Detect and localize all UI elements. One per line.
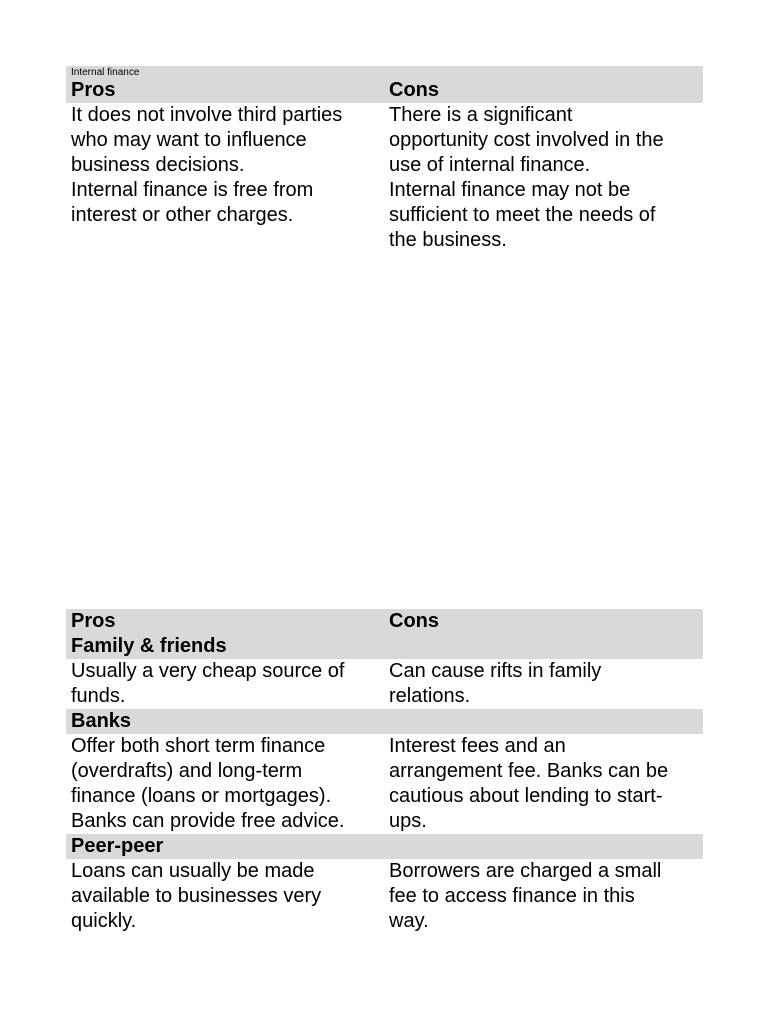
external-finance-table	[66, 609, 703, 934]
text-line: who may want to influence	[71, 129, 307, 151]
section-heading-row-peer-peer	[66, 834, 703, 859]
internal-cons-header: Cons	[389, 79, 439, 101]
text-line: the business.	[389, 229, 507, 251]
internal-cons-cell	[384, 103, 703, 253]
text-line: (overdrafts) and long-term	[71, 760, 303, 782]
text-line: cautious about lending to start-	[389, 785, 663, 807]
table-row-banks	[66, 734, 703, 834]
internal-table-header	[66, 66, 703, 103]
text-line: Can cause rifts in family	[389, 660, 602, 682]
text-line: available to businesses very	[71, 885, 322, 907]
section-heading-row-banks	[66, 709, 703, 734]
table-row-peer-peer	[66, 859, 703, 934]
text-line: sufficient to meet the needs of	[389, 204, 656, 226]
text-line: It does not involve third parties	[71, 104, 343, 126]
banks-cons-cell	[384, 734, 703, 834]
text-line: Usually a very cheap source of	[71, 660, 345, 682]
internal-pros-header: Pros	[71, 79, 116, 101]
external-pros-header: Pros	[71, 610, 116, 632]
family-cons-cell	[384, 659, 703, 709]
internal-table-row	[66, 103, 703, 253]
banks-pros-cell	[66, 734, 384, 834]
text-line: relations.	[389, 685, 471, 707]
text-line: business decisions.	[71, 154, 245, 176]
text-line: interest or other charges.	[71, 204, 294, 226]
text-line: ups.	[389, 810, 427, 832]
text-line: Interest fees and an	[389, 735, 566, 757]
text-line: use of internal finance.	[389, 154, 591, 176]
text-line: Offer both short term finance	[71, 735, 326, 757]
internal-finance-table	[66, 66, 703, 253]
family-pros-cell	[66, 659, 384, 709]
internal-table-caption: Internal finance	[71, 67, 140, 78]
text-line: Internal finance may not be	[389, 179, 631, 201]
text-line: Banks can provide free advice.	[71, 810, 345, 832]
external-cons-header: Cons	[389, 610, 439, 632]
text-line: finance (loans or mortgages).	[71, 785, 332, 807]
text-line: opportunity cost involved in the	[389, 129, 664, 151]
text-line: funds.	[71, 685, 126, 707]
table-row-family-friends	[66, 659, 703, 709]
text-line: quickly.	[71, 910, 137, 932]
internal-pros-cell	[66, 103, 384, 253]
section-heading-family-friends: Family & friends	[71, 635, 227, 657]
section-heading-peer-peer: Peer-peer	[71, 835, 164, 857]
text-line: Internal finance is free from	[71, 179, 314, 201]
text-line: way.	[389, 910, 429, 932]
section-heading-banks: Banks	[71, 710, 132, 732]
text-line: fee to access finance in this	[389, 885, 635, 907]
text-line: Borrowers are charged a small	[389, 860, 662, 882]
peer-cons-cell	[384, 859, 703, 934]
external-table-header	[66, 609, 703, 659]
text-line: arrangement fee. Banks can be	[389, 760, 669, 782]
peer-pros-cell	[66, 859, 384, 934]
text-line: There is a significant	[389, 104, 573, 126]
text-line: Loans can usually be made	[71, 860, 315, 882]
